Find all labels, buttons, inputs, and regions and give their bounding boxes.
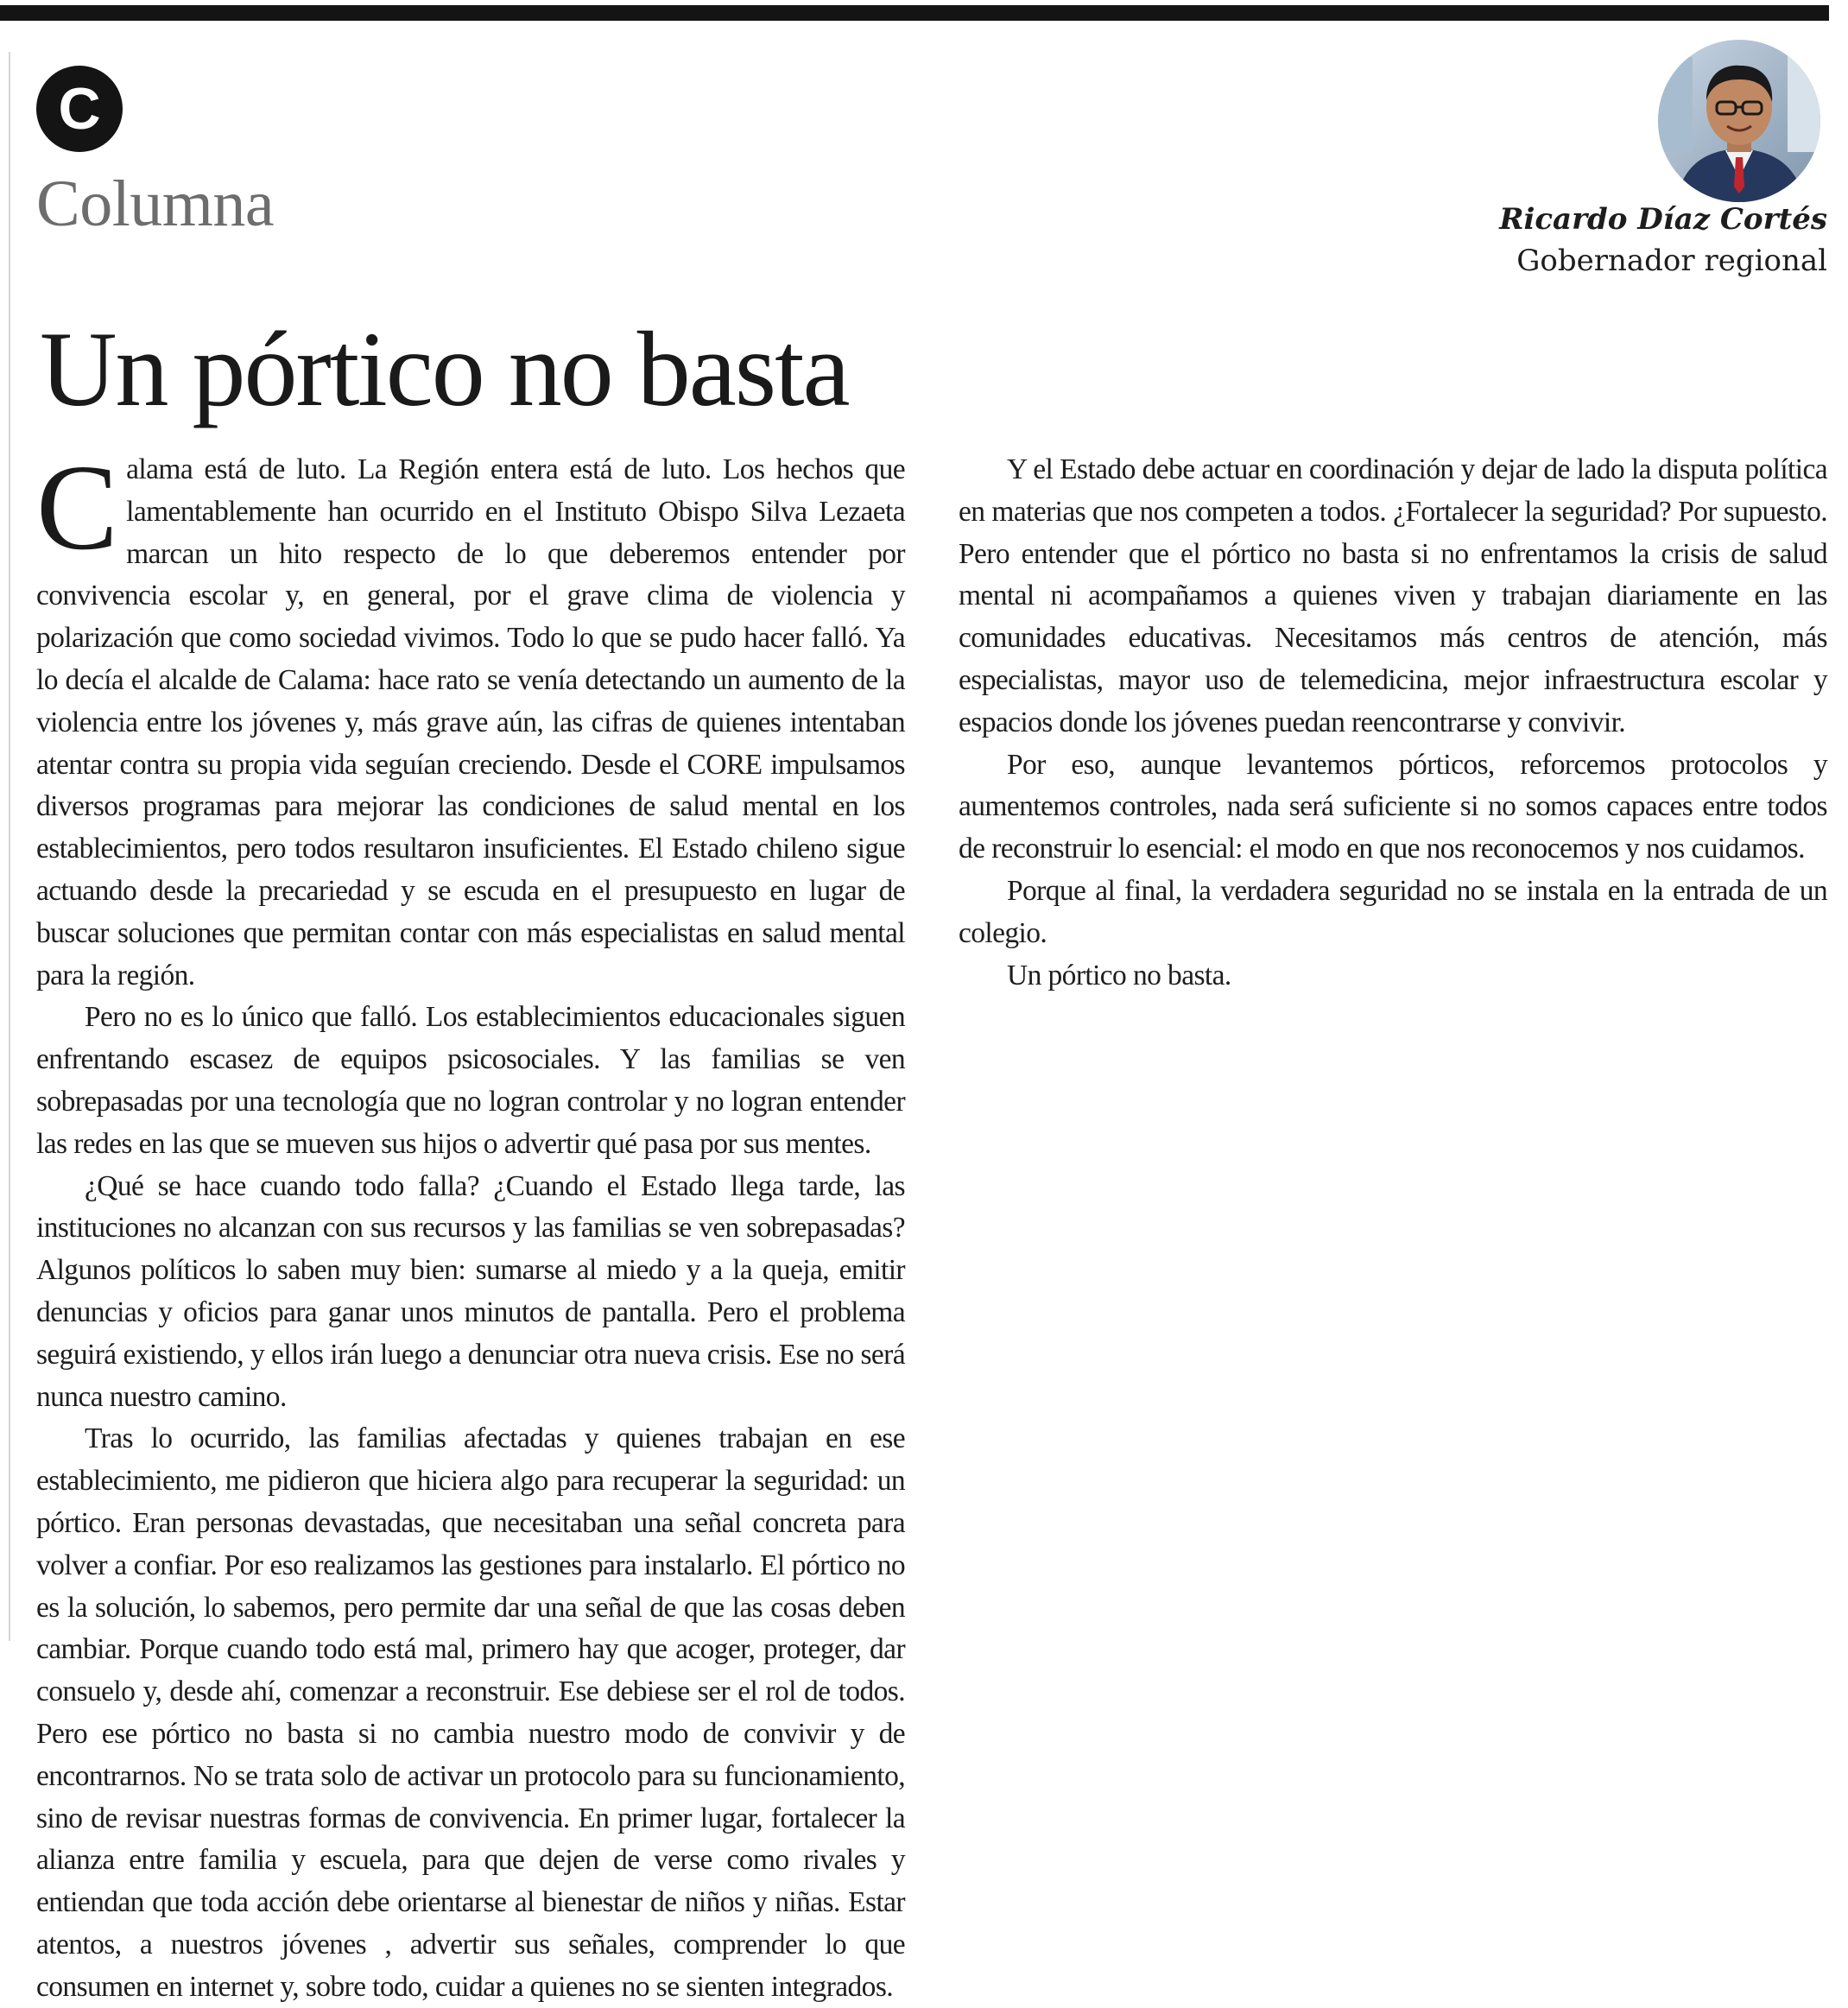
author-role: Gobernador regional	[1516, 244, 1827, 278]
author-photo	[1658, 40, 1820, 202]
article-closing-line: Un pórtico no basta.	[1007, 959, 1231, 991]
article-paragraph-1	[36, 439, 905, 997]
left-rule	[9, 52, 10, 1641]
article-paragraph-2: Pero no es lo único que falló. Los establecimientos educacionales siguen enfrentando escasez de equipos psicosociales. Y las familias se ven sobrepasadas por una tecnología que no logran controlar y no logran entender las redes en las que se mueven sus hijos o advertir qué pasa por sus mentes.	[36, 1001, 905, 1160]
paragraph-text: alama está de luto. La Región entera está de luto. Los hechos que lamentablemente han ocurrido en el Instituto Obispo Silva Lezaeta marcan un hito respecto de lo que deberemos entender por convivencia escolar y, en general, por el grave clima de violencia y polarización que como sociedad vivimos. Todo lo que se pudo hacer falló. Ya lo decía el alcalde de Calama: hace rato se venía detectando un aumento de la violencia entre los jóvenes y, más grave aún, las cifras de quienes intentaban atentar contra su propia vida seguían creciendo. Desde el CORE impulsamos diversos programas para mejorar las condiciones de salud mental en los establecimientos, pero todos resultaron insuficientes. El Estado chileno sigue actuando desde la precariedad y se escuda en el presupuesto en lugar de buscar soluciones que permitan contar con más especialistas en salud mental para la región.	[36, 453, 905, 991]
section-badge: C	[36, 66, 123, 152]
section-label: Columna	[36, 168, 275, 240]
author-portrait-image	[1658, 40, 1820, 202]
article-paragraph-7: Porque al final, la verdadera seguridad no se instala en la entrada de un colegio.	[959, 874, 1827, 949]
article-paragraph-3: ¿Qué se hace cuando todo falla? ¿Cuando el Estado llega tarde, las instituciones no alcanzan con sus recursos y las familias se ven sobrepasadas? Algunos políticos lo saben muy bien: sumarse al miedo y a la queja, emitir denuncias y oficios para ganar unos minutos de pantalla. Pero el problema seguirá existiendo, y ellos irán luego a denunciar otra nueva crisis. Ese no será nunca nuestro camino.	[36, 1169, 905, 1413]
drop-cap: C	[36, 439, 118, 575]
article-paragraph-6: Por eso, aunque levantemos pórticos, reforcemos protocolos y aumentemos controles, nada será suficiente si no somos capaces entre todos de reconstruir lo esencial: el modo en que nos reconocemos y nos cuidamos.	[959, 748, 1827, 865]
headline: Un pórtico no basta	[40, 310, 849, 428]
article-paragraph-4-start: Tras lo ocurrido, las familias afectadas y quienes trabajan en ese establecimiento, me pidieron que hiciera algo para recuperar la seguridad: un pórtico. Eran personas devastadas, que necesitaban una señal concreta para volver a confiar. Por eso realizamos las gestiones para instalarlo. El pórtico no es la solución, lo sabemos, pero permite dar una señal de que las cosas deben cambiar. Porque cuando todo está mal, primero hay que acoger, proteger, dar consuelo y, desde ahí, comenzar a reconstruir. Ese debiese ser el rol de todos. Pero ese pórtico no basta si no cambia nuestro modo de convivir y de encontrarnos. No se trata solo de activar un protocolo para su funcionamiento, sino de revisar nuestras formas de convivencia. En primer lugar, fortalecer la alianza entre familia y escuela, para que dejen de verse como rivales y entiendan que toda acción debe orientarse al bienestar de niños y niñas. Estar atentos, a nuestros jóvenes , advertir sus señales, comprender lo que consumen en internet y, sobre todo, cuidar a quienes no se sienten integrados.	[36, 1422, 905, 2003]
top-rule	[0, 5, 1829, 21]
article-column-left	[36, 439, 905, 2008]
article-paragraph-5: Y el Estado debe actuar en coordinación y dejar de lado la disputa política en materias que nos competen a todos. ¿Fortalecer la seguridad? Por supuesto. Pero entender que el pórtico no basta si no enfrentamos la crisis de salud mental ni acompañamos a quienes viven y trabajan diariamente en las comunidades educativas. Necesitamos más centros de atención, más especialistas, mayor uso de telemedicina, mejor infraestructura escolar y espacios donde los jóvenes puedan reencontrarse y convivir.	[959, 453, 1827, 738]
article-column-right	[959, 449, 1827, 997]
author-name: Ricardo Díaz Cortés	[1499, 202, 1827, 237]
